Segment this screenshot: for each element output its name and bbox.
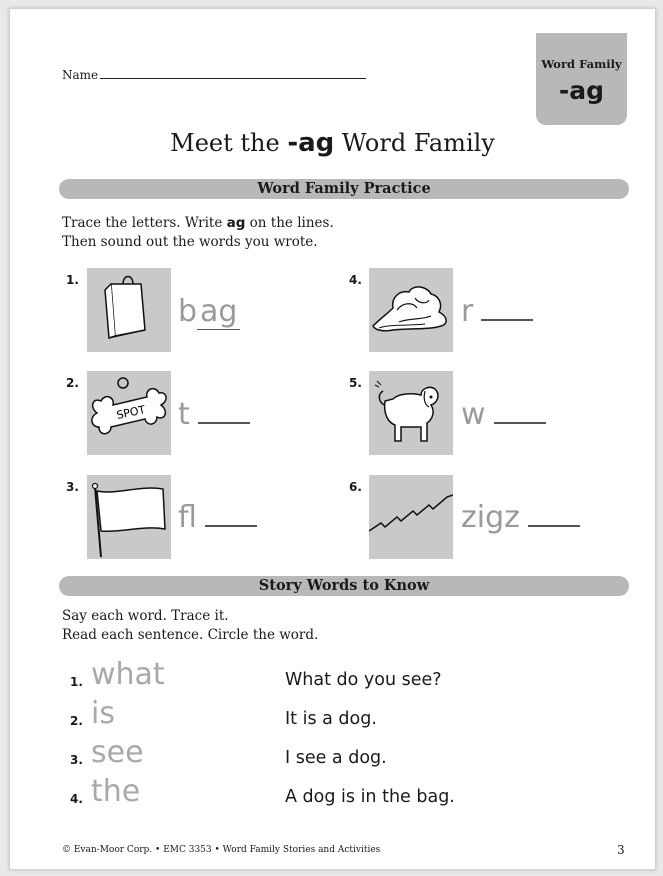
page-number: 3 [617, 843, 625, 857]
bag-icon [87, 268, 171, 352]
instruction-1c: on the lines. [245, 215, 334, 231]
bone-tag-icon [87, 371, 171, 455]
word-family-badge [536, 33, 627, 125]
word-prefix: t [178, 397, 190, 432]
title-after: Word Family [334, 129, 495, 157]
worksheet-page [9, 8, 656, 870]
trace-word-3[interactable] [178, 500, 257, 535]
story-instruction-2: Read each sentence. Circle the word. [62, 627, 319, 643]
name-label: Name [62, 68, 99, 82]
word-prefix: zigz [461, 500, 520, 535]
instruction-1a: Trace the letters. Write [62, 215, 227, 231]
section-heading-practice: Word Family Practice [59, 179, 629, 199]
trace-word-2[interactable] [178, 397, 250, 432]
write-blanks[interactable] [528, 505, 580, 527]
word-prefix: r [461, 294, 474, 329]
title-before: Meet the [170, 129, 288, 157]
name-field[interactable] [62, 67, 366, 82]
word-prefix: w [461, 397, 486, 432]
trace-word-4[interactable] [461, 294, 533, 329]
item-number: 2. [66, 376, 79, 390]
write-blanks[interactable] [198, 402, 250, 424]
dog-picture [369, 371, 453, 455]
item-number: 6. [349, 480, 362, 494]
flag-picture [87, 475, 171, 559]
story-sentence[interactable]: It is a dog. [285, 709, 377, 729]
footer-credit: © Evan-Moor Corp. • EMC 3353 • Word Family Stories and Activities [62, 845, 381, 855]
traced-letters[interactable]: ag [197, 294, 240, 330]
story-sentence[interactable]: What do you see? [285, 670, 442, 690]
item-number: 4. [349, 273, 362, 287]
word-prefix: b [178, 294, 198, 329]
name-line[interactable] [100, 67, 366, 79]
word-prefix: fl [178, 500, 197, 535]
page-title [10, 128, 655, 158]
rag-icon [369, 268, 453, 352]
write-blanks[interactable] [205, 505, 257, 527]
zigzag-picture [369, 475, 453, 559]
story-instructions [62, 607, 318, 645]
instruction-2: Then sound out the words you wrote. [62, 234, 318, 250]
bag-picture [87, 268, 171, 352]
trace-story-word[interactable]: see [91, 735, 144, 770]
trace-word-6[interactable] [461, 500, 580, 535]
story-number: 4. [70, 792, 83, 806]
tag-text: SPOT [115, 403, 147, 422]
dog-tag-picture [87, 371, 171, 455]
dog-icon [369, 371, 453, 455]
trace-word-5[interactable] [461, 397, 546, 432]
practice-instructions [62, 214, 334, 252]
section-heading-story-words: Story Words to Know [59, 576, 629, 596]
instruction-1b: ag [226, 215, 246, 231]
trace-story-word[interactable]: the [91, 774, 141, 809]
item-number: 5. [349, 376, 362, 390]
badge-label: Word Family [541, 57, 622, 71]
trace-word-1[interactable] [178, 294, 240, 330]
zigzag-icon [369, 475, 453, 559]
trace-story-word[interactable]: what [91, 657, 165, 692]
write-blanks[interactable] [494, 402, 546, 424]
badge-family: -ag [558, 76, 605, 105]
story-sentence[interactable]: I see a dog. [285, 748, 387, 768]
rag-picture [369, 268, 453, 352]
item-number: 1. [66, 273, 79, 287]
story-sentence[interactable]: A dog is in the bag. [285, 787, 455, 807]
flag-icon [87, 475, 171, 559]
title-family: -ag [287, 128, 335, 158]
story-instruction-1: Say each word. Trace it. [62, 608, 229, 624]
item-number: 3. [66, 480, 79, 494]
story-number: 3. [70, 753, 83, 767]
story-number: 2. [70, 714, 83, 728]
story-number: 1. [70, 675, 83, 689]
write-blanks[interactable] [481, 299, 533, 321]
trace-story-word[interactable]: is [91, 696, 115, 731]
